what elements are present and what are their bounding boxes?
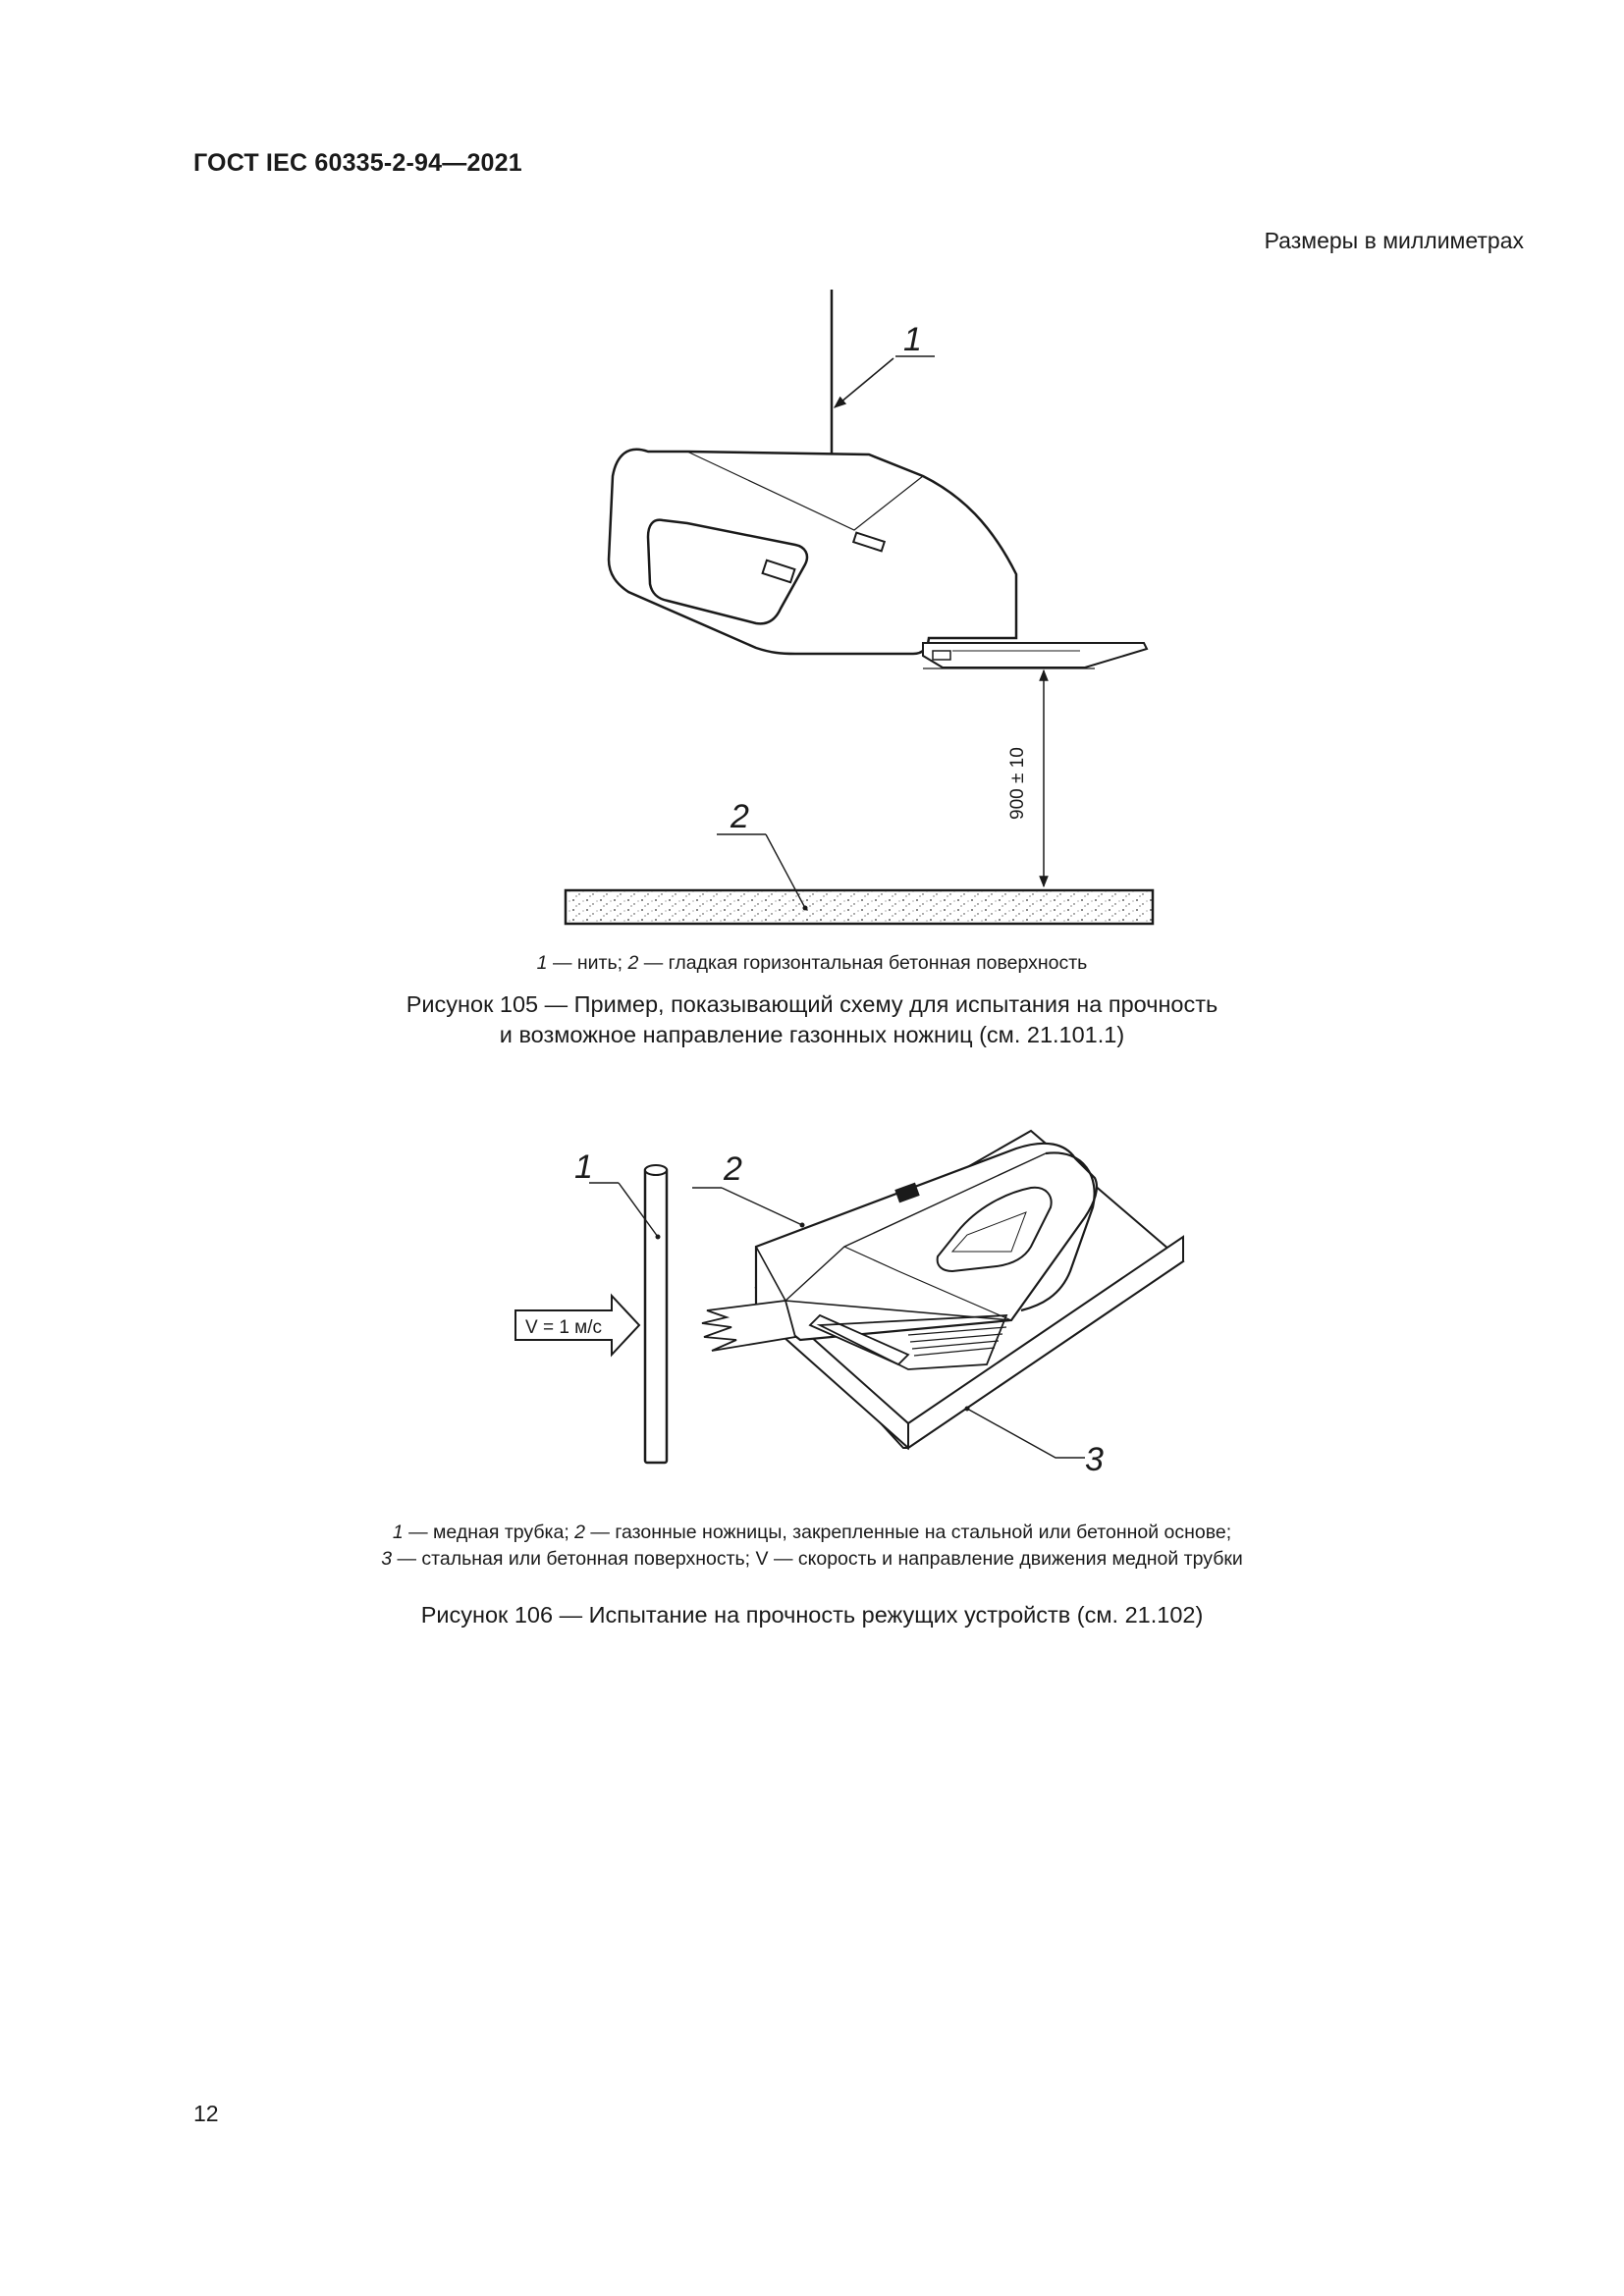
page-number: 12 [193,2101,219,2126]
legend-number-2: 2 [574,1522,586,1543]
legend-number-1: 1 [536,952,548,974]
figure-105-caption [0,989,1624,1050]
velocity-label: V = 1 м/с [525,1317,603,1338]
figure-106-legend [0,1520,1624,1573]
figure-105-drawing [530,280,1159,937]
concrete-surface [566,890,1153,924]
legend-number-3: 3 [381,1548,393,1570]
callout-1-leader [835,358,893,407]
figure-106-legend-line-1 [0,1520,1624,1546]
callout-1: 1 [574,1148,593,1186]
copper-tube [645,1168,667,1463]
dimensions-note: Размеры в миллиметрах [1264,228,1524,253]
figure-105-legend [0,950,1624,977]
callout-1: 1 [903,321,922,358]
figure-105-svg [530,280,1159,937]
legend-text-2: — гладкая горизонтальная бетонная поверхность [638,952,1088,974]
legend-text-1: — нить; [547,952,628,974]
dimension-label: 900 ± 10 [1007,747,1028,820]
blade-plate [923,643,1147,667]
legend-number-2: 2 [627,952,639,974]
figure-106-drawing [496,1109,1203,1512]
legend-text-2: — газонные ножницы, закрепленные на стальной или бетонной основе; [585,1522,1232,1543]
legend-text-1: — медная трубка; [403,1522,575,1543]
legend-number-1: 1 [392,1522,404,1543]
figure-106-legend-line-2 [0,1546,1624,1573]
callout-3: 3 [1085,1441,1104,1478]
figure-105-caption-line-1: Рисунок 105 — Пример, показывающий схему для испытания на прочность [406,991,1218,1017]
figure-106-svg [496,1109,1203,1512]
legend-text-3: — стальная или бетонная поверхность; V — скорость и направление движения медной трубки [392,1548,1243,1570]
document-header: ГОСТ IEC 60335-2-94—2021 [193,149,522,177]
callout-2: 2 [731,798,749,835]
figure-106-caption: Рисунок 106 — Испытание на прочность режущих устройств (см. 21.102) [420,1602,1204,1628]
figure-105-caption-line-2: и возможное направление газонных ножниц (см. 21.101.1) [499,1022,1125,1047]
callout-2: 2 [724,1150,742,1188]
